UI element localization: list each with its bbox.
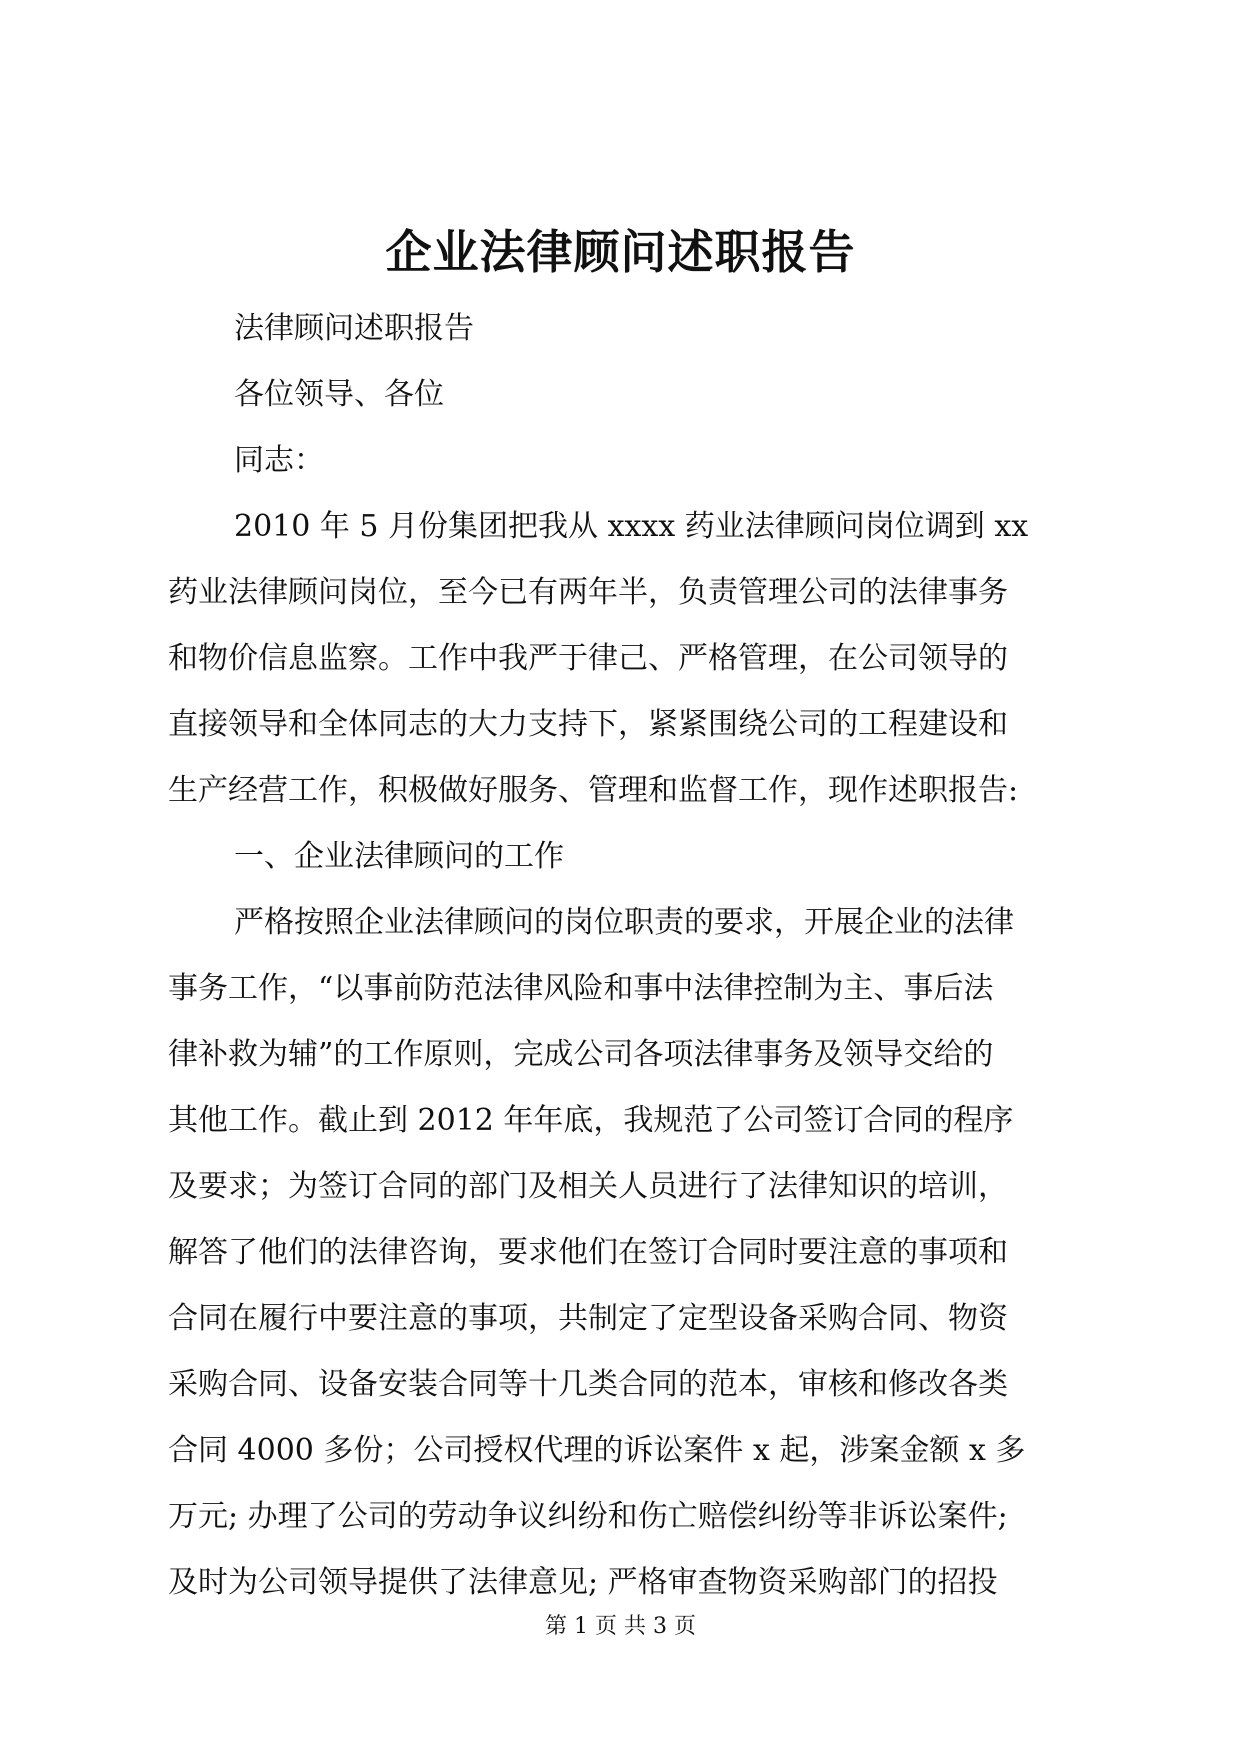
body-line: 采购合同、设备安装合同等十几类合同的范本，审核和修改各类 [168,1367,1008,1402]
body-line: 律补救为辅”的工作原则，完成公司各项法律事务及领导交给的 [168,1037,994,1072]
body-line: 万元; 办理了公司的劳动争议纠纷和伤亡赔偿纠纷等非诉讼案件; [168,1499,1008,1534]
body-line: 各位领导、各位 [234,377,444,412]
body-line: 一、企业法律顾问的工作 [234,839,564,874]
body-line: 合同在履行中要注意的事项，共制定了定型设备采购合同、物资 [168,1301,1008,1336]
body-line: 合同 4000 多份；公司授权代理的诉讼案件 x 起，涉案金额 x 多 [168,1433,1026,1468]
body-line: 和物价信息监察。工作中我严于律己、严格管理，在公司领导的 [168,641,1008,676]
body-line: 法律顾问述职报告 [234,311,474,346]
body-line: 事务工作，“以事前防范法律风险和事中法律控制为主、事后法 [168,971,994,1006]
page-footer: 第 1 页 共 3 页 [545,1614,696,1639]
body-line: 同志： [234,443,324,478]
body-line: 解答了他们的法律咨询，要求他们在签订合同时要注意的事项和 [168,1235,1008,1270]
document-body [168,296,1073,1616]
document-title: 企业法律顾问述职报告 [385,225,856,279]
body-line: 及时为公司领导提供了法律意见; 严格审查物资采购部门的招投 [168,1565,998,1600]
body-line: 2010 年 5 月份集团把我从 xxxx 药业法律顾问岗位调到 xx [234,509,1029,544]
body-line: 及要求；为签订合同的部门及相关人员进行了法律知识的培训， [168,1169,1008,1204]
body-line: 直接领导和全体同志的大力支持下，紧紧围绕公司的工程建设和 [168,707,1008,742]
body-line: 严格按照企业法律顾问的岗位职责的要求，开展企业的法律 [234,905,1014,940]
body-line: 其他工作。截止到 2012 年年底，我规范了公司签订合同的程序 [168,1103,1014,1138]
body-line: 药业法律顾问岗位，至今已有两年半，负责管理公司的法律事务 [168,575,1008,610]
body-line: 生产经营工作，积极做好服务、管理和监督工作，现作述职报告: [168,773,1019,808]
